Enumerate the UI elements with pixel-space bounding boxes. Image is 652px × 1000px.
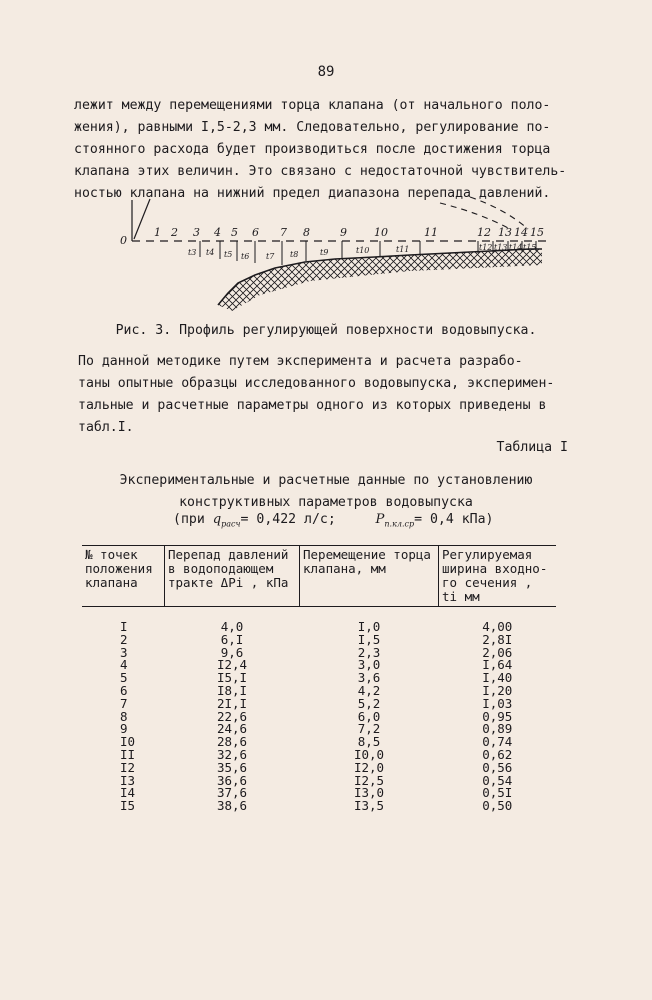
paragraph-1 <box>74 95 574 205</box>
table-cell: 7 <box>120 695 128 711</box>
table-cell: 36,6 <box>216 772 248 788</box>
point-label: 13 <box>498 226 512 239</box>
table-header-row <box>82 546 556 607</box>
text-line: лежит между перемещениями торца клапана (от начального поло- <box>74 98 551 113</box>
table-cell: 3,6 <box>357 670 381 686</box>
t-label: t15 <box>523 243 537 252</box>
point-label: 15 <box>530 226 544 239</box>
table-label: Таблица I <box>496 440 568 455</box>
table-cell: 35,6 <box>216 759 248 775</box>
table-title <box>0 470 652 514</box>
header-cell: № точек положения клапана <box>82 546 165 607</box>
title-line: Экспериментальные и расчетные данные по установлению <box>119 473 533 488</box>
header-cell: Регулируемая ширина входно- го сечения , ti мм <box>439 546 557 607</box>
table-cell: 0,89 <box>482 721 513 737</box>
table-cell: 2 <box>120 631 128 647</box>
table-cell: 8 <box>120 708 128 724</box>
table-cell: I,40 <box>482 670 513 686</box>
table-row <box>82 800 556 813</box>
t-label: t6 <box>241 252 250 261</box>
paragraph-2 <box>78 351 578 439</box>
table-cell: 4,00 <box>482 619 513 634</box>
cond-prefix: (при <box>173 512 213 527</box>
table-cell: 2,3 <box>357 644 381 660</box>
table-cell: 0,62 <box>482 746 513 762</box>
table-cell: I4 <box>120 785 136 801</box>
text-line: стоянного расхода будет производиться после достижения торца <box>74 142 551 157</box>
table-cell: 6,0 <box>357 708 381 724</box>
table-cell: I2,4 <box>216 657 248 673</box>
table-cell: 6,I <box>220 631 244 647</box>
table-cell: 8,5 <box>357 734 381 750</box>
table-cell: 32,6 <box>216 746 248 762</box>
q-subscript: расч <box>221 519 241 529</box>
table-cell: 0,95 <box>482 708 513 724</box>
table-cell: 2,8I <box>482 631 513 647</box>
table-cell: 5 <box>120 670 128 686</box>
table-cell: 0,50 <box>482 798 513 814</box>
t-label: t8 <box>290 250 299 259</box>
p-value: = 0,4 кПа) <box>414 512 494 527</box>
table-cell: 4 <box>120 657 128 673</box>
table-cell: 6 <box>120 682 128 698</box>
q-value: = 0,422 л/с; <box>240 512 336 527</box>
table-cell: I3 <box>120 772 136 788</box>
title-line: конструктивных параметров водовыпуска <box>179 495 473 510</box>
table-cell: I2 <box>120 759 136 775</box>
figure-caption: Рис. 3. Профиль регулирующей поверхности водовыпуска. <box>115 323 537 338</box>
table-cell: I8,I <box>216 682 248 698</box>
table-cell: 9,6 <box>220 644 244 660</box>
point-label: 2 <box>171 226 178 239</box>
table-cell: I3,0 <box>353 785 385 801</box>
text-line: тальные и расчетные параметры одного из которых приведены в <box>78 398 547 413</box>
page-number: 89 <box>317 64 335 80</box>
valve-profile-figure <box>110 195 560 320</box>
t-label: t13 <box>494 243 508 252</box>
table-cell: 2,06 <box>482 644 513 660</box>
t-label: t12 <box>479 243 493 252</box>
table-cell: I,03 <box>482 695 513 711</box>
table-cell: 38,6 <box>216 798 248 814</box>
q-symbol: q <box>212 512 222 527</box>
t-label: t10 <box>356 246 370 255</box>
header-cell: Перепад давлений в водоподающем тракте ΔPi , кПа <box>165 546 300 607</box>
table-cell: I2,0 <box>353 759 385 775</box>
t-label: t3 <box>188 248 197 257</box>
p-symbol: P <box>375 512 385 527</box>
t-label: t5 <box>224 250 233 259</box>
text-line: клапана этих величин. Это связано с недостаточной чувствитель- <box>74 164 567 179</box>
point-label: 7 <box>280 226 287 239</box>
table-cell: 0,5I <box>482 785 513 801</box>
slanted-line <box>134 199 150 239</box>
table-cell: 3 <box>120 644 128 660</box>
table-cell: II <box>120 746 136 762</box>
point-label: 10 <box>374 226 388 239</box>
t-label: t14 <box>509 243 523 252</box>
table-cell: 0,54 <box>482 772 513 788</box>
table-cell: 3,0 <box>357 657 381 673</box>
table-cell: I5,I <box>216 670 248 686</box>
table-row <box>82 607 556 634</box>
text-line: По данной методике путем эксперимента и расчета разрабо- <box>78 354 523 369</box>
point-label: 6 <box>252 226 259 239</box>
point-label: 1 <box>154 226 161 239</box>
p-subscript: п.кл.ср <box>384 519 415 529</box>
table-cell: I0 <box>120 734 136 750</box>
point-label: 12 <box>477 226 491 239</box>
table-cell: I,5 <box>357 631 381 647</box>
table-cell: I,64 <box>482 657 513 673</box>
text-line: ностью клапана на нижний предел диапазона перепада давлений. <box>74 186 551 201</box>
table-cell: 0,74 <box>482 734 513 750</box>
text-line: таны опытные образцы исследованного водовыпуска, эксперимен- <box>78 376 555 391</box>
table-cell: 37,6 <box>216 785 248 801</box>
point-label: 9 <box>340 226 347 239</box>
table-cell: I2,5 <box>353 772 385 788</box>
table-body <box>82 607 556 813</box>
text-line: табл.I. <box>78 420 134 435</box>
point-label: 3 <box>193 226 200 239</box>
table-cell: 4,0 <box>220 619 244 634</box>
table-cell: 9 <box>120 721 128 737</box>
table-cell: 2I,I <box>216 695 248 711</box>
table-cell: 22,6 <box>216 708 248 724</box>
text-line: жения), равными I,5-2,3 мм. Следовательно, регулирование по- <box>74 120 551 135</box>
point-label: 14 <box>514 226 528 239</box>
table-cell: I0,0 <box>353 746 385 762</box>
point-label: 4 <box>214 226 221 239</box>
table-cell: I,20 <box>482 682 513 698</box>
origin-label: 0 <box>120 234 127 247</box>
table-cell: I,0 <box>357 619 381 634</box>
table-cell: 7,2 <box>357 721 381 737</box>
point-label: 11 <box>424 226 438 239</box>
point-label: 8 <box>303 226 310 239</box>
t-label: t9 <box>320 248 329 257</box>
table-cell: 0,56 <box>482 759 513 775</box>
dashed-arc <box>470 197 528 229</box>
table-cell: 5,2 <box>357 695 381 711</box>
t-label: t4 <box>206 248 215 257</box>
t-label: t11 <box>396 245 410 254</box>
table-cell: I <box>120 619 128 634</box>
data-table <box>82 545 556 813</box>
table-cell: 4,2 <box>357 682 381 698</box>
table-conditions <box>173 512 494 529</box>
header-cell: Перемещение торца клапана, мм <box>300 546 439 607</box>
t-label: t7 <box>266 252 275 261</box>
point-label: 5 <box>231 226 238 239</box>
table-cell: I5 <box>120 798 136 814</box>
table-cell: 28,6 <box>216 734 248 750</box>
table-cell: I3,5 <box>353 798 385 814</box>
table-cell: 24,6 <box>216 721 248 737</box>
